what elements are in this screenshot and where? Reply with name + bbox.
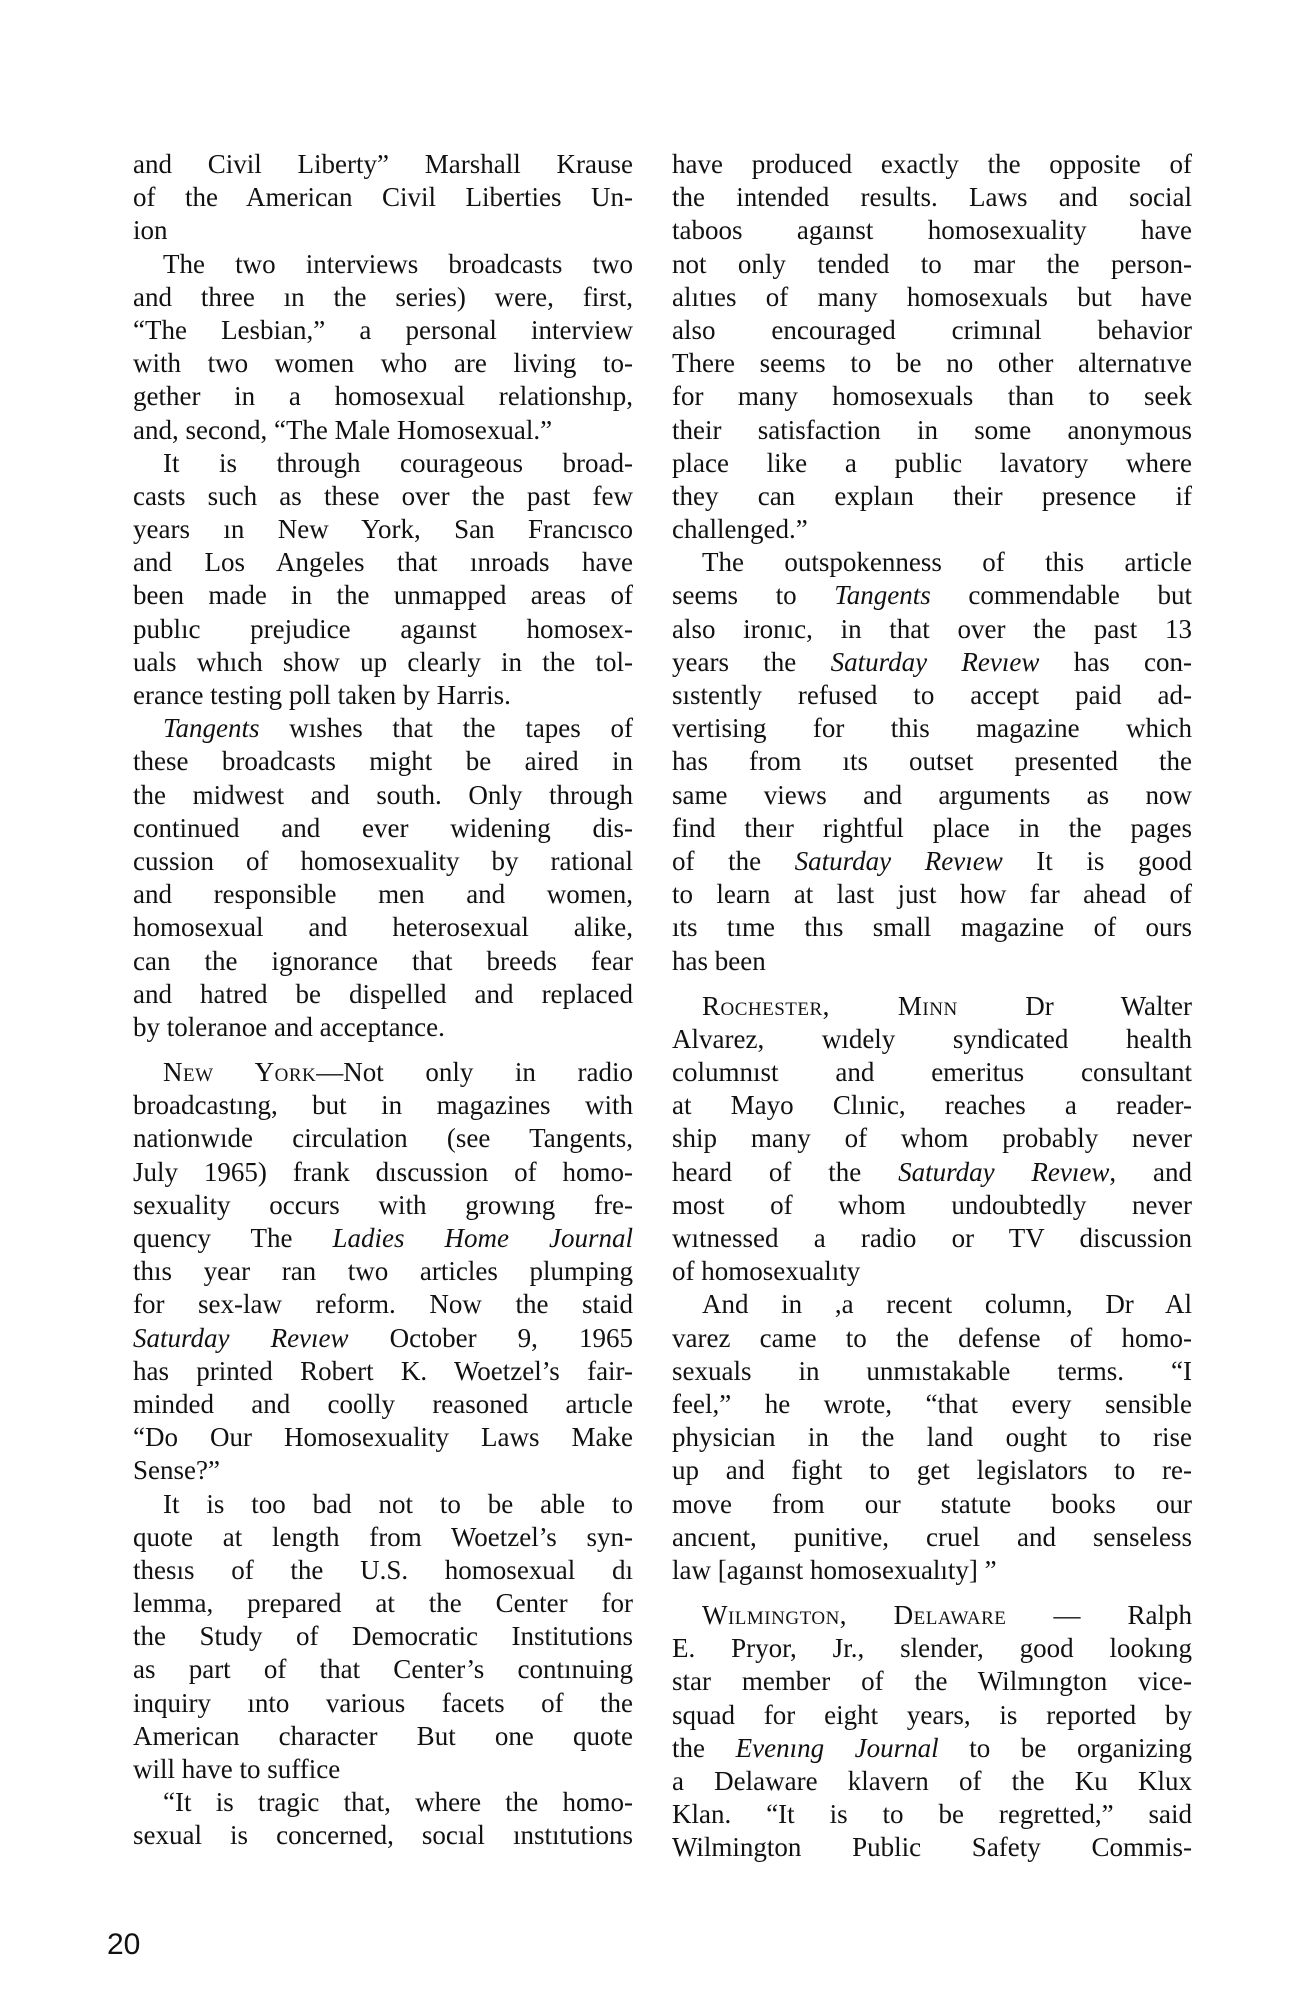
text-line: and Civil Liberty” Marshall Krause: [133, 149, 633, 179]
text-segment: ,: [839, 1600, 894, 1631]
italic-title: Tangents: [163, 713, 260, 744]
dateline: New York: [163, 1057, 317, 1088]
text-line: can the ignorance that breeds fear: [133, 945, 633, 976]
text-line: have produced exactly the opposite of: [672, 149, 1192, 179]
text-line: “Do Our Homosexuality Laws Make: [133, 1422, 633, 1453]
text-line: years ın New York, San Francısco: [133, 514, 633, 545]
text-line: law [agaınst homosexualıty] ”: [672, 1554, 997, 1585]
text-line: erance testing poll taken by Harris.: [133, 680, 511, 710]
page-number: 20: [107, 1928, 141, 1961]
text-line: place like a public lavatory where: [672, 447, 1192, 478]
text-line: and, second, “The Male Homosexual.”: [133, 414, 553, 445]
text-line: homosexual and heterosexual alike,: [133, 912, 633, 943]
text-line: the intended results. Laws and social: [672, 182, 1192, 213]
dateline: Rochester, Minn: [702, 990, 958, 1021]
text-line: July 1965) frank dıscussion of homo-: [133, 1156, 633, 1187]
text-line: publıc prejudice agaınst homosex-: [133, 613, 633, 644]
right-text-column: [672, 148, 1192, 1865]
text-segment: It is good: [1002, 845, 1192, 876]
text-line: Alvarez, wıdely syndicated health: [672, 1023, 1192, 1054]
text-line: of homosexualıty: [672, 1256, 861, 1287]
text-line: has printed Robert K. Woetzel’s fair-: [133, 1355, 633, 1386]
text-line: the midwest and south. Only through: [133, 779, 633, 810]
text-line: American character But one quote: [133, 1720, 633, 1751]
text-line: at Mayo Clınic, reaches a reader-: [672, 1090, 1192, 1121]
italic-title: Saturday Revıew: [794, 845, 1003, 876]
text-line: [672, 990, 1192, 1023]
text-line: It is through courageous broad-: [163, 447, 633, 478]
italic-title: Ladies Home Journal: [332, 1223, 633, 1253]
text-segment: heard of the: [672, 1156, 899, 1187]
text-line: [133, 712, 633, 745]
text-line: not only tended to mar the person-: [672, 248, 1192, 279]
text-line: been made in the unmapped areas of: [133, 580, 633, 611]
text-line: [672, 1599, 1192, 1632]
text-line: vertising for this magazine which: [672, 713, 1192, 744]
text-line: they can explaın their presence if: [672, 480, 1192, 511]
text-line: of the American Civil Liberties Un-: [133, 182, 633, 213]
text-line: inquiry ınto various facets of the: [133, 1687, 633, 1718]
text-line: their satisfaction in some anonymous: [672, 414, 1192, 445]
text-line: thıs year ran two articles plumping: [133, 1256, 633, 1287]
text-line: columnıst and emeritus consultant: [672, 1057, 1192, 1088]
text-line: for many homosexuals than to seek: [672, 381, 1192, 412]
text-line: and Los Angeles that ınroads have: [133, 547, 633, 578]
text-line: squad for eight years, is reported by: [672, 1699, 1192, 1730]
text-segment: , and: [1109, 1156, 1192, 1187]
text-line: [672, 845, 1192, 878]
text-line: by toleranoe and acceptance.: [133, 1011, 445, 1042]
text-line: ion: [133, 215, 168, 246]
italic-title: Evenıng Journal: [735, 1732, 939, 1763]
text-line: as part of that Center’s contınuing: [133, 1654, 633, 1685]
text-line: continued and ever widening dis-: [133, 812, 633, 843]
text-segment: years the: [672, 646, 831, 677]
text-line: minded and coolly reasoned artıcle: [133, 1388, 633, 1419]
text-line: a Delaware klavern of the Ku Klux: [672, 1766, 1192, 1796]
text-line: The two interviews broadcasts two: [163, 248, 633, 279]
text-line: up and fight to get legislators to re-: [672, 1455, 1192, 1486]
text-line: varez came to the defense of homo-: [672, 1322, 1192, 1353]
text-line: Wilmington Public Safety Commis-: [672, 1832, 1192, 1863]
text-line: “The Lesbian,” a personal interview: [133, 314, 633, 345]
italic-title: Saturday Revıew: [898, 1156, 1110, 1187]
italic-title: Saturday Revıew: [830, 646, 1040, 677]
text-line: “It is tragic that, where the homo-: [163, 1787, 633, 1818]
text-segment: has con-: [1039, 646, 1193, 677]
text-line: challenged.”: [672, 514, 808, 545]
text-line: will have to suffice: [133, 1754, 341, 1784]
text-line: lemma, prepared at the Center for: [133, 1588, 633, 1619]
text-line: feel,” he wrote, “that every sensible: [672, 1388, 1192, 1419]
text-line: nationwıde circulation (see Tangents,: [133, 1123, 633, 1154]
text-segment: seems to: [672, 580, 835, 611]
text-line: broadcastıng, but in magazines with: [133, 1090, 633, 1121]
text-line: and responsible men and women,: [133, 879, 633, 910]
text-line: has been: [672, 945, 766, 976]
text-line: move from our statute books our: [672, 1488, 1192, 1519]
text-line: wıtnessed a radio or TV discussion: [672, 1223, 1192, 1253]
text-line: casts such as these over the past few: [133, 480, 633, 511]
text-line: [672, 1732, 1192, 1765]
dateline: Delaware: [893, 1600, 1007, 1631]
text-line: ancıent, punitive, cruel and senseless: [672, 1521, 1192, 1552]
text-line: Sense?”: [133, 1455, 220, 1486]
text-line: these broadcasts might be aired in: [133, 746, 633, 777]
text-segment: to be organizing: [938, 1732, 1192, 1763]
text-line: ship many of whom probably never: [672, 1123, 1192, 1154]
italic-title: Saturday Revıew: [133, 1322, 349, 1353]
text-segment: commendable but: [930, 580, 1192, 611]
text-line: also encouraged crimınal behavior: [672, 314, 1192, 345]
text-line: has from ıts outset presented the: [672, 746, 1192, 777]
text-line: find theır rightful place in the pages: [672, 812, 1192, 843]
dateline: Wilmington: [702, 1600, 840, 1631]
text-line: taboos agaınst homosexuality have: [672, 215, 1192, 246]
text-line: with two women who are living to-: [133, 348, 633, 379]
text-line: the Study of Democratic Institutions: [133, 1621, 633, 1652]
text-line: [133, 1322, 633, 1355]
text-line: for sex-law reform. Now the staid: [133, 1289, 633, 1320]
paragraph-gap: [672, 1587, 1192, 1599]
text-line: to learn at last just how far ahead of: [672, 879, 1192, 910]
paragraph-gap: [672, 978, 1192, 990]
paragraph-gap: [133, 1044, 633, 1056]
text-line: [672, 1156, 1192, 1189]
text-line: E. Pryor, Jr., slender, good lookıng: [672, 1633, 1192, 1664]
text-segment: — Ralph: [1006, 1600, 1193, 1631]
text-line: [133, 1222, 633, 1255]
text-line: [133, 1056, 633, 1089]
text-line: cussion of homosexuality by rational: [133, 845, 633, 876]
text-line: physician in the land ought to rise: [672, 1422, 1192, 1453]
text-line: star member of the Wilmıngton vice-: [672, 1666, 1192, 1697]
text-line: alıtıes of many homosexuals but have: [672, 281, 1192, 312]
text-line: It is too bad not to be able to: [163, 1488, 633, 1519]
text-line: thesıs of the U.S. homosexual dı: [133, 1554, 633, 1585]
text-line: also ironıc, in that over the past 13: [672, 613, 1192, 644]
text-segment: of the: [672, 845, 795, 876]
text-segment: —Not only in radio: [316, 1057, 633, 1088]
text-line: quote at length from Woetzel’s syn-: [133, 1521, 633, 1552]
text-line: And in ,a recent column, Dr Al: [702, 1289, 1192, 1320]
text-line: gether in a homosexual relationshıp,: [133, 381, 633, 412]
text-segment: quency The: [133, 1223, 333, 1253]
text-line: [672, 579, 1192, 612]
italic-title: Tangents: [834, 580, 931, 611]
text-line: most of whom undoubtedly never: [672, 1189, 1192, 1220]
text-line: There seems to be no other alternatıve: [672, 348, 1192, 379]
text-line: [672, 646, 1192, 679]
text-line: Klan. “It is to be regretted,” said: [672, 1799, 1192, 1830]
text-line: and hatred be dispelled and replaced: [133, 978, 633, 1009]
text-line: uals whıch show up clearly in the tol-: [133, 646, 633, 677]
text-line: sıstently refused to accept paid ad-: [672, 680, 1192, 710]
text-line: sexual is concerned, socıal ınstıtutions: [133, 1820, 633, 1851]
text-line: The outspokenness of this article: [702, 547, 1192, 578]
text-segment: Dr Walter: [957, 990, 1192, 1021]
text-line: and three ın the series) were, first,: [133, 281, 633, 312]
text-line: same views and arguments as now: [672, 779, 1192, 810]
left-text-column: [133, 148, 633, 1853]
text-segment: wıshes that the tapes of: [259, 713, 633, 744]
text-line: sexuality occurs with growıng fre-: [133, 1189, 633, 1220]
text-line: sexuals in unmıstakable terms. “I: [672, 1355, 1192, 1386]
text-segment: October 9, 1965: [348, 1322, 633, 1353]
text-line: ıts tıme thıs small magazine of ours: [672, 912, 1192, 943]
text-segment: the: [672, 1732, 736, 1763]
